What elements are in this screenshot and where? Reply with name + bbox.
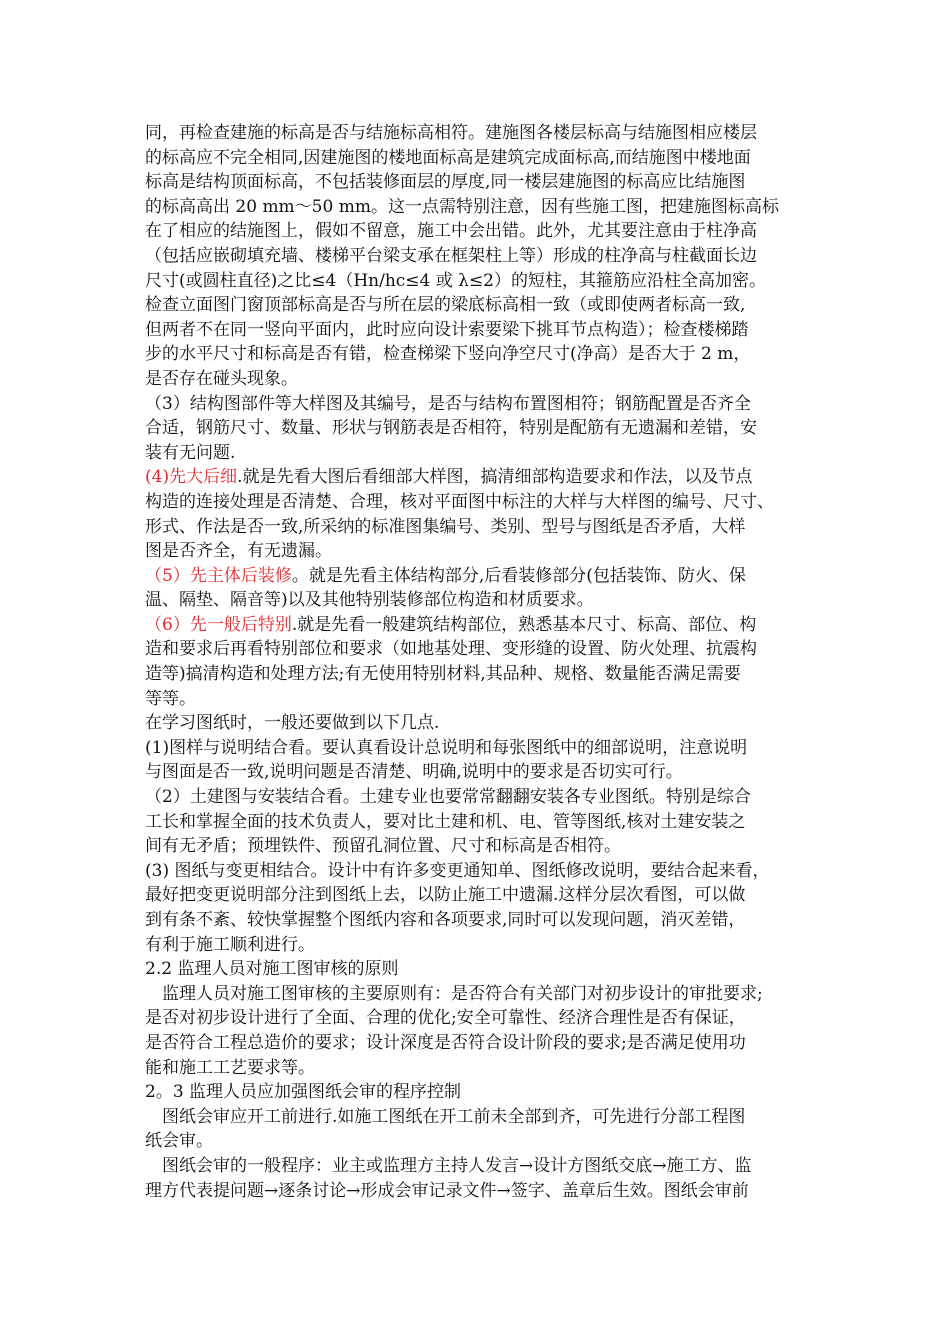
text-line <box>145 613 825 638</box>
text-segment: 图纸会审的一般程序：业主或监理方主持人发言→设计方图纸交底→施工方、监 <box>162 1155 752 1176</box>
text-line <box>145 293 825 318</box>
text-segment: 温、隔垫、隔音等)以及其他特别装修部位构造和材质要求。 <box>145 590 594 611</box>
text-line <box>145 711 825 736</box>
text-segment: 纸会审。 <box>145 1131 213 1152</box>
highlighted-heading: (4)先大后细 <box>145 467 238 488</box>
text-line <box>145 490 825 515</box>
highlighted-heading: （5）先主体后装修 <box>145 565 292 586</box>
text-line <box>145 859 825 884</box>
text-segment: 是否对初步设计进行了全面、合理的优化;安全可靠性、经济合理性是否有保证， <box>145 1008 746 1029</box>
text-segment: 的标高应不完全相同,因建施图的楼地面标高是建筑完成面标高,而结施图中楼地面 <box>145 147 751 168</box>
text-line <box>145 564 825 589</box>
text-segment: 合适，钢筋尺寸、数量、形状与钢筋表是否相符，特别是配筋有无遗漏和差错，安 <box>145 418 757 439</box>
text-line <box>145 785 825 810</box>
text-line <box>145 367 825 392</box>
text-segment: 同，再检查建施的标高是否与结施标高相符。建施图各楼层标高与结施图相应楼层 <box>145 123 757 143</box>
text-line <box>145 441 825 466</box>
text-line <box>145 933 825 958</box>
text-segment: 2.2 监理人员对施工图审核的原则 <box>145 959 399 980</box>
text-line <box>145 515 825 540</box>
text-line <box>145 687 825 712</box>
text-line <box>145 760 825 785</box>
text-segment: 工长和掌握全面的技术负责人，要对比土建和机、电、管等图纸,核对土建安装之 <box>145 811 746 832</box>
text-segment: 图是否齐全，有无遗漏。 <box>145 541 332 562</box>
text-line <box>145 982 825 1007</box>
text-line <box>145 244 825 269</box>
text-segment: 检查立面图门窗顶部标高是否与所在层的梁底标高相一致（或即使两者标高一致, <box>145 295 746 316</box>
text-segment: 的标高高出 20 mm～50 mm。这一点需特别注意，因有些施工图，把建施图标高标 <box>145 196 779 217</box>
text-line <box>145 588 825 613</box>
text-segment: 理方代表提问题→逐条讨论→形成会审记录文件→签字、盖章后生效。图纸会审前 <box>145 1180 749 1201</box>
text-segment: （3）结构图部件等大样图及其编号，是否与结构布置图相符；钢筋配置是否齐全 <box>145 393 751 414</box>
text-segment: .就是先看一般建筑结构部位，熟悉基本尺寸、标高、部位、构 <box>291 614 757 635</box>
text-line <box>145 392 825 417</box>
text-line <box>145 170 825 195</box>
text-line <box>145 342 825 367</box>
text-line <box>145 318 825 343</box>
text-line <box>145 1154 825 1179</box>
text-segment: 能和施工工艺要求等。 <box>145 1057 315 1078</box>
text-segment: 图纸会审应开工前进行.如施工图纸在开工前未全部到齐，可先进行分部工程图 <box>162 1106 746 1127</box>
text-line <box>145 1056 825 1081</box>
text-segment: 造和要求后再看特别部位和要求（如地基处理、变形缝的设置、防火处理、抗震构 <box>145 639 757 660</box>
highlighted-heading: （6）先一般后特别 <box>145 614 292 635</box>
text-segment: 监理人员对施工图审核的主要原则有：是否符合有关部门对初步设计的审批要求; <box>162 983 763 1004</box>
text-segment: 构造的连接处理是否清楚、合理，核对平面图中标注的大样与大样图的编号、尺寸、 <box>145 491 774 512</box>
text-line <box>145 416 825 441</box>
text-line <box>145 1006 825 1031</box>
text-segment: 造等)搞清构造和处理方法;有无使用特别材料,其品种、规格、数量能否满足需要 <box>145 664 741 685</box>
text-line <box>145 1105 825 1130</box>
text-line <box>145 908 825 933</box>
text-line <box>145 146 825 171</box>
text-segment: 装有无问题. <box>145 442 236 463</box>
text-line <box>145 834 825 859</box>
text-segment: 是否存在碰头现象。 <box>145 368 298 389</box>
text-segment: 。就是先看主体结构部分,后看装修部分(包括装饰、防火、保 <box>291 565 746 586</box>
text-segment: （包括应嵌砌填充墙、楼梯平台梁支承在框架柱上等）形成的柱净高与柱截面长边 <box>145 245 757 266</box>
text-line <box>145 195 825 220</box>
text-segment: 2。3 监理人员应加强图纸会审的程序控制 <box>145 1082 462 1103</box>
text-line <box>145 219 825 244</box>
text-segment: 尺寸(或圆柱直径)之比≤4（Hn/hc≤4 或 λ≤2）的短柱，其箍筋应沿柱全高加密。 <box>145 270 766 291</box>
text-line <box>145 269 825 294</box>
document-body <box>145 121 825 1203</box>
text-line <box>145 121 825 146</box>
text-line <box>145 883 825 908</box>
text-line <box>145 1080 825 1105</box>
text-line <box>145 539 825 564</box>
text-segment: 间有无矛盾；预埋铁件、预留孔洞位置、尺寸和标高是否相符。 <box>145 836 621 857</box>
text-line <box>145 736 825 761</box>
text-segment: 有利于施工顺利进行。 <box>145 934 315 955</box>
text-segment: 步的水平尺寸和标高是否有错，检查梯梁下竖向净空尺寸(净高）是否大于 2 m， <box>145 344 751 365</box>
text-segment: 形式、作法是否一致,所采纳的标准图集编号、类别、型号与图纸是否矛盾，大样 <box>145 516 746 537</box>
text-segment: （2）土建图与安装结合看。土建专业也要常常翻翻安装各专业图纸。特别是综合 <box>145 787 751 808</box>
text-segment: 标高是结构顶面标高，不包括装修面层的厚度,同一楼层建施图的标高应比结施图 <box>145 172 746 193</box>
text-segment: 在学习图纸时，一般还要做到以下几点. <box>145 713 440 734</box>
text-line <box>145 1031 825 1056</box>
text-segment: 在了相应的结施图上，假如不留意，施工中会出错。此外，尤其要注意由于柱净高 <box>145 221 757 242</box>
text-line <box>145 1179 825 1204</box>
text-segment: 但两者不在同一竖向平面内，此时应向设计索要梁下挑耳节点构造）；检查楼梯踏 <box>145 319 749 340</box>
text-segment: (1)图样与说明结合看。要认真看设计总说明和每张图纸中的细部说明，注意说明 <box>145 737 748 758</box>
text-segment: 是否符合工程总造价的要求；设计深度是否符合设计阶段的要求;是否满足使用功 <box>145 1032 746 1053</box>
text-segment: 与图面是否一致,说明问题是否清楚、明确,说明中的要求是否切实可行。 <box>145 762 683 783</box>
text-segment: 到有条不紊、较快掌握整个图纸内容和各项要求,同时可以发现问题，消灭差错， <box>145 910 746 930</box>
text-segment: 最好把变更说明部分注到图纸上去，以防止施工中遗漏.这样分层次看图，可以做 <box>145 885 746 906</box>
text-line <box>145 637 825 662</box>
text-segment: (3) 图纸与变更相结合。设计中有许多变更通知单、图纸修改说明，要结合起来看， <box>145 860 770 881</box>
text-line <box>145 662 825 687</box>
text-line <box>145 1129 825 1154</box>
text-line <box>145 957 825 982</box>
text-segment: .就是先看大图后看细部大样图，搞清细部构造要求和作法，以及节点 <box>237 467 753 488</box>
text-segment: 等等。 <box>145 688 196 709</box>
text-line <box>145 810 825 835</box>
text-line <box>145 465 825 490</box>
